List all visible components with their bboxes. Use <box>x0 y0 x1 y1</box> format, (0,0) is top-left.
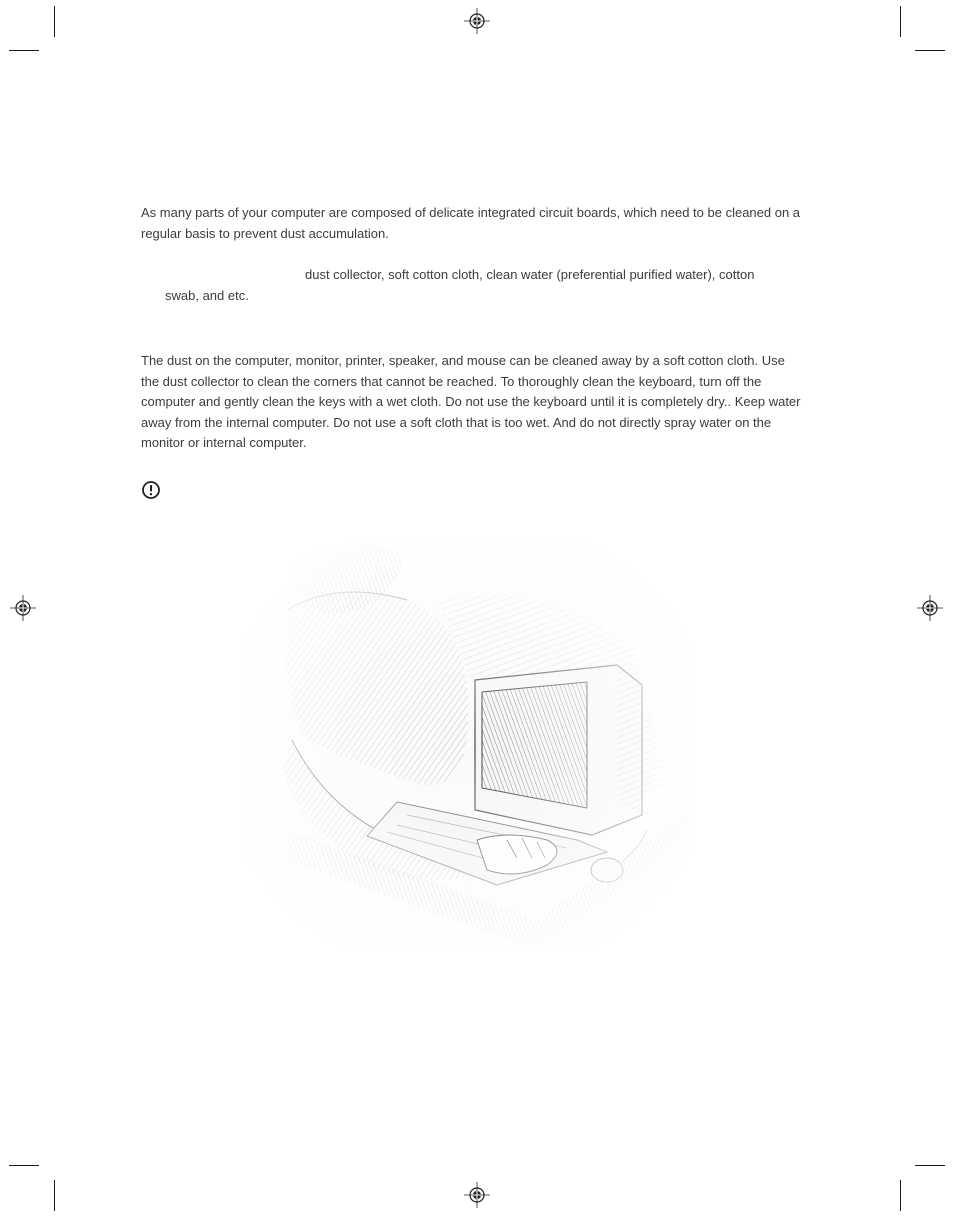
registration-mark-icon <box>464 8 490 34</box>
intro-paragraph: As many parts of your computer are composed of delicate integrated circuit boards, which need to be cleaned on a regular basis to prevent dust accumulation. <box>141 205 801 241</box>
registration-mark-icon <box>917 595 943 621</box>
computer-cleaning-illustration <box>247 540 689 952</box>
crop-mark-top-right-horizontal <box>915 50 945 51</box>
crop-mark-bottom-right-vertical <box>900 1180 901 1211</box>
crop-mark-top-left-vertical <box>54 6 55 37</box>
crop-mark-bottom-left-vertical <box>54 1180 55 1211</box>
registration-mark-icon <box>464 1182 490 1208</box>
tools-line-1: dust collector, soft cotton cloth, clean water (preferential purified water), cotton <box>305 267 755 282</box>
registration-mark-icon <box>10 595 36 621</box>
crop-mark-bottom-left-horizontal <box>9 1165 39 1166</box>
exclamation-circle-icon <box>141 480 161 500</box>
crop-mark-top-left-horizontal <box>9 50 39 51</box>
crop-mark-bottom-right-horizontal <box>915 1165 945 1166</box>
tools-line-2: swab, and etc. <box>165 288 249 303</box>
procedure-paragraph: The dust on the computer, monitor, printer, speaker, and mouse can be cleaned away by a soft cotton cloth. Use the dust collector to clean the corners that cannot be reached. To thoroughly clean the keyboard, turn off the computer and gently clean the keys with a wet cloth. Do not use the keyboard until it is completely dry.. Keep water away from the internal computer. Do not use a soft cloth that is too wet. And do not directly spray water on the monitor or internal computer. <box>141 353 801 451</box>
crop-mark-top-right-vertical <box>900 6 901 37</box>
